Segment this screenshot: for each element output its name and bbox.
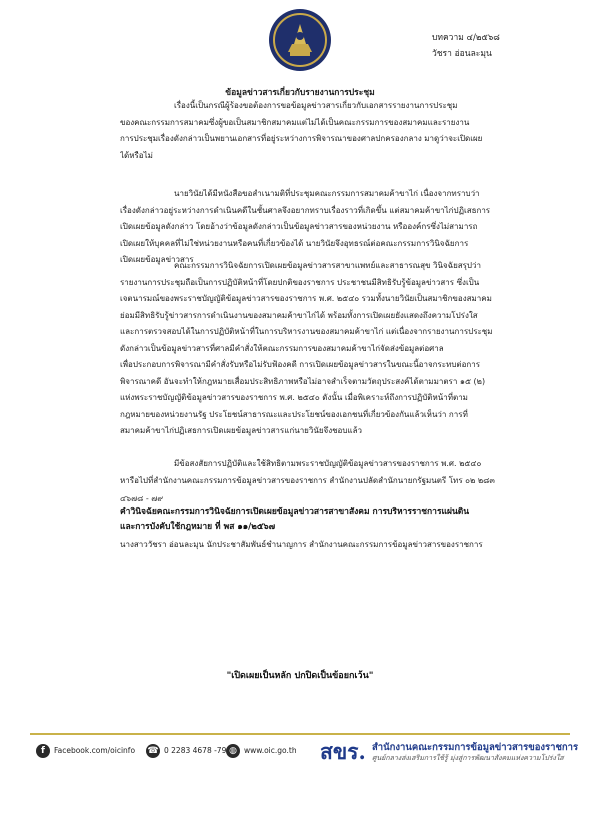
paragraph-line: เพื่อประกอบการพิจารณามีคำสั่งรับหรือไม่รับฟ้องคดี การเปิดเผยข้อมูลข่าวสารในขณะนี้อาจกระทบต่อการ bbox=[120, 360, 481, 369]
paragraph-line: กฎหมายของหน่วยงานรัฐ ประโยชน์สาธารณะและประโยชน์ของเอกชนที่เกี่ยวข้องกันแล้วเห็นว่า การที่ bbox=[120, 409, 468, 419]
footer-divider bbox=[30, 733, 570, 735]
organization-name: สำนักงานคณะกรรมการข้อมูลข่าวสารของราชการ bbox=[372, 742, 579, 753]
paragraph-line: รายงานการประชุมถือเป็นการปฏิบัติหน้าที่โดยปกติของราชการ ประชาชนมีสิทธิรับรู้ข้อมูลข่าวสาร ซึ่งเป็น bbox=[120, 277, 480, 287]
paragraph-line: แห่งพระราชบัญญัติข้อมูลข่าวสารของราชการ พ.ศ. ๒๕๔๐ ดังนั้น เมื่อพิเคราะห์ถึงการปฏิบัติหน้าที่ตาม bbox=[120, 393, 468, 402]
footer bbox=[30, 738, 579, 766]
paragraph-line: นายวินัยได้มีหนังสือขอสำเนามติที่ประชุมคณะกรรมการสมาคมค้าขาไก่ เนื่องจากทราบว่า bbox=[174, 189, 480, 198]
paragraph-line: เรื่องดังกล่าวอยู่ระหว่างการดำเนินคดีในชั้นศาลจึงอยากทราบเรื่องราวที่เกิดขึ้น แต่สมาคมค้าขาไก่ปฏิเสธการ bbox=[120, 205, 491, 215]
paragraph-line: พิจารณาคดี อันจะทำให้กฎหมายเสื่อมประสิทธิภาพหรือไม่อาจสำเร็จตามวัตถุประสงค์ได้ตามมาตรา ๑๕ (๒) bbox=[120, 376, 486, 386]
paragraph-line: เจตนารมณ์ของพระราชบัญญัติข้อมูลข่าวสารของราชการ พ.ศ. ๒๕๔๐ รวมทั้งนายวินัยเป็นสมาชิกของสมาคม bbox=[120, 294, 492, 303]
paragraph-line: ของคณะกรรมการสมาคมซึ่งผู้ขอเป็นสมาชิกสมาคมแต่ไม่ได้เป็นคณะกรรมการของสมาคมและรายงาน bbox=[120, 117, 470, 127]
ruling-reference: และการบังคับใช้กฎหมาย ที่ พส ๑๑/๒๕๖๗ bbox=[120, 522, 276, 532]
paragraph-contact bbox=[120, 456, 538, 489]
paragraph-line: เรื่องนี้เป็นกรณีผู้ร้องขอต้องการขอข้อมูลข่าวสารเกี่ยวกับเอกสารรายงานการประชุม bbox=[174, 101, 458, 110]
facebook-icon: f bbox=[36, 744, 50, 758]
globe-icon: ◍ bbox=[226, 744, 240, 758]
phone-number: 0 2283 4678 -79 bbox=[164, 746, 227, 755]
paragraph-line: เปิดเผยข้อมูลข่าวสาร bbox=[120, 255, 194, 264]
brand-logo: สขร. bbox=[320, 739, 366, 764]
author-short: วัชรา อ่อนละมุน bbox=[432, 49, 492, 59]
document-title: ข้อมูลข่าวสารเกี่ยวกับรายงานการประชุม bbox=[225, 88, 375, 98]
ruling-reference: คำวินิจฉัยคณะกรรมการวินิจฉัยการเปิดเผยข้อมูลข่าวสารสาขาสังคม การบริหารราชการแผ่นดิน bbox=[120, 507, 470, 517]
author-credit: นางสาววัชรา อ่อนละมุน นักประชาสัมพันธ์ชำนาญการ สำนักงานคณะกรรมการข้อมูลข่าวสารของราชการ bbox=[120, 540, 483, 549]
paragraph-facts bbox=[120, 186, 538, 269]
paragraph-line: คณะกรรมการวินิจฉัยการเปิดเผยข้อมูลข่าวสารสาขาแพทย์และสาธารณสุข วินิจฉัยสรุปว่า bbox=[174, 261, 481, 270]
paragraph-line: เปิดเผยข้อมูลดังกล่าว โดยอ้างว่าข้อมูลดังกล่าวเป็นข้อมูลข่าวสารของหน่วยงาน หรือองค์กรซึ่งไม่สามารถ bbox=[120, 222, 478, 231]
paragraph-intro bbox=[120, 98, 538, 164]
paragraph-line: สมาคมค้าขาไก่ปฏิเสธการเปิดเผยข้อมูลข่าวสารแก่นายวินัยจึงชอบแล้ว bbox=[120, 426, 362, 435]
paragraph-line: มีข้อสงสัยการปฏิบัติและใช้สิทธิตามพระราชบัญญัติข้อมูลข่าวสารของราชการ พ.ศ. ๒๕๔๐ bbox=[174, 459, 482, 468]
facebook-link[interactable]: Facebook.com/oicinfo bbox=[54, 746, 136, 755]
government-emblem-icon bbox=[268, 8, 332, 72]
phone-continuation: ๔๖๗๘ - ๗๙ bbox=[120, 494, 164, 503]
paragraph-line: เปิดเผยให้บุคคลที่ไม่ใช่หน่วยงานหรือคนที่เกี่ยวข้องได้ นายวินัยจึงอุทธรณ์ต่อคณะกรรมการวินิจฉัยการ bbox=[120, 238, 469, 248]
organization-tagline: ศูนย์กลางส่งเสริมการใช้รู้ มุ่งสู่การพัฒนาสังคมแห่งความโปร่งใส bbox=[372, 754, 564, 762]
paragraph-line: ดังกล่าวเป็นข้อมูลข่าวสารที่ศาลมีคำสั่งให้คณะกรรมการของสมาคมค้าขาไก่จัดส่งข้อมูลต่อศาล bbox=[120, 343, 444, 353]
phone-icon: ☎ bbox=[147, 746, 159, 756]
paragraph-line: การประชุมเรื่องดังกล่าวเป็นพยานเอกสารที่อยู่ระหว่างการพิจารณาของศาลปกครองกลาง มาดูว่าจะเปิดเผย bbox=[120, 134, 483, 143]
article-reference: บทความ ๔/๒๕๖๘ bbox=[432, 33, 500, 43]
paragraph-line: หารือไปที่สำนักงานคณะกรรมการข้อมูลข่าวสารของราชการ สำนักงานปลัดสำนักนายกรัฐมนตรี โทร ๐๒ ๒๘๓ bbox=[120, 475, 495, 485]
slogan: "เปิดเผยเป็นหลัก ปกปิดเป็นข้อยกเว้น" bbox=[226, 671, 374, 681]
paragraph-decision bbox=[120, 258, 538, 440]
paragraph-line: ได้หรือไม่ bbox=[120, 150, 153, 160]
paragraph-line: และการตรวจสอบได้ในการปฏิบัติหน้าที่ในการบริหารงานของสมาคมค้าขาไก่ แต่เนื่องจากรายงานการประชุม bbox=[120, 327, 493, 336]
paragraph-line: ย่อมมีสิทธิรับรู้ข่าวสารการดำเนินงานของสมาคมค้าขาไก่ได้ พร้อมทั้งการเปิดเผยยังแสดงถึงความโปร่งใส bbox=[120, 310, 478, 320]
website-link[interactable]: www.oic.go.th bbox=[244, 746, 297, 755]
